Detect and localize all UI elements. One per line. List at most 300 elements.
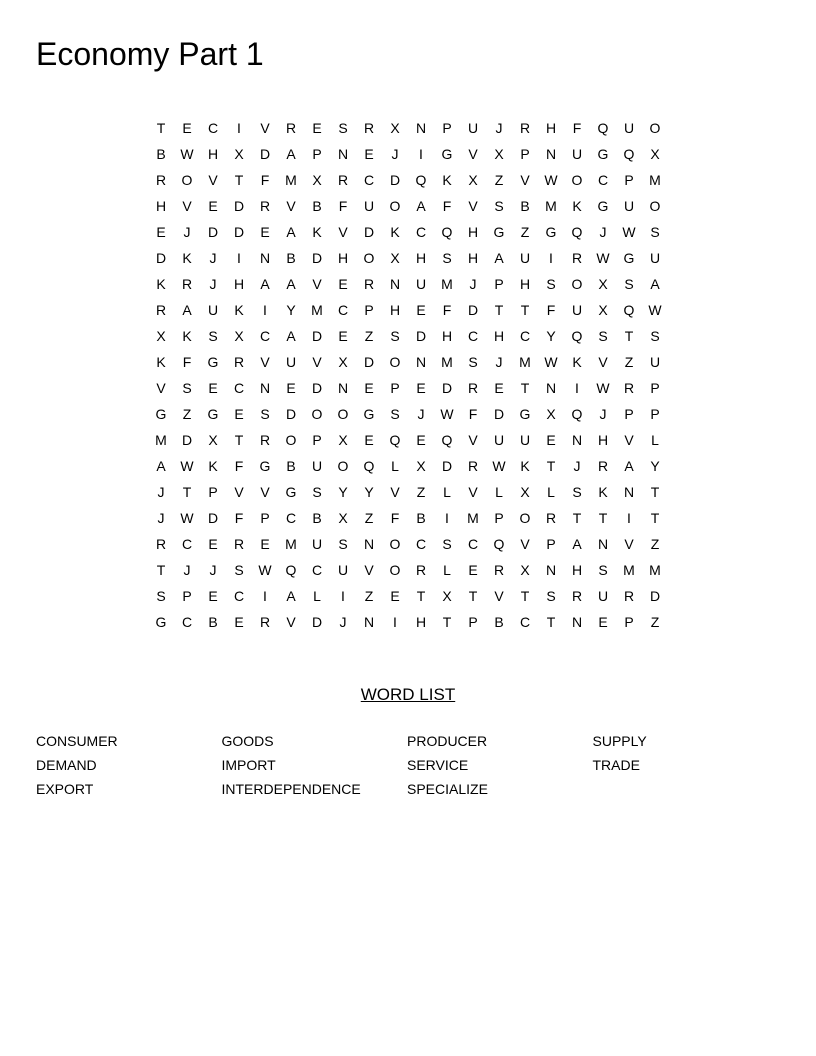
grid-letter: R bbox=[155, 302, 167, 318]
grid-letter: O bbox=[649, 120, 661, 136]
grid-letter: A bbox=[494, 250, 504, 266]
grid-letter: V bbox=[468, 198, 478, 214]
grid-letter: C bbox=[415, 536, 427, 552]
grid-letter: V bbox=[624, 432, 634, 448]
grid-letter: T bbox=[416, 588, 426, 604]
grid-letter: J bbox=[209, 562, 217, 578]
grid-letter: M bbox=[441, 276, 453, 292]
grid-letter: O bbox=[571, 276, 583, 292]
grid-letter: R bbox=[233, 536, 245, 552]
grid-row bbox=[148, 297, 668, 323]
grid-letter: D bbox=[311, 250, 323, 266]
grid-letter: R bbox=[337, 172, 349, 188]
grid-letter: Y bbox=[364, 484, 374, 500]
grid-letter: S bbox=[598, 328, 608, 344]
grid-letter: S bbox=[650, 328, 660, 344]
grid-letter: G bbox=[597, 146, 609, 162]
grid-letter: Y bbox=[286, 302, 296, 318]
grid-letter: W bbox=[648, 302, 662, 318]
grid-letter: P bbox=[182, 588, 192, 604]
grid-letter: U bbox=[519, 432, 531, 448]
grid-letter: N bbox=[571, 432, 583, 448]
grid-letter: S bbox=[234, 562, 244, 578]
grid-letter: R bbox=[597, 458, 609, 474]
grid-letter: R bbox=[571, 250, 583, 266]
grid-letter: R bbox=[493, 562, 505, 578]
grid-letter: T bbox=[624, 328, 634, 344]
grid-row bbox=[148, 531, 668, 557]
grid-letter: Q bbox=[623, 302, 635, 318]
grid-letter: A bbox=[286, 276, 296, 292]
grid-letter: G bbox=[441, 146, 453, 162]
grid-letter: Q bbox=[571, 406, 583, 422]
grid-letter: R bbox=[285, 120, 297, 136]
grid-letter: T bbox=[156, 562, 166, 578]
grid-letter: E bbox=[468, 562, 478, 578]
grid-letter: K bbox=[520, 458, 530, 474]
grid-letter: O bbox=[571, 172, 583, 188]
grid-letter: V bbox=[520, 536, 530, 552]
grid-letter: K bbox=[598, 484, 608, 500]
grid-letter: M bbox=[623, 562, 635, 578]
grid-letter: S bbox=[390, 328, 400, 344]
grid-letter: U bbox=[493, 432, 505, 448]
grid-letter: X bbox=[234, 146, 244, 162]
grid-letter: C bbox=[181, 614, 193, 630]
grid-letter: L bbox=[391, 458, 399, 474]
grid-letter: C bbox=[415, 224, 427, 240]
grid-letter: A bbox=[416, 198, 426, 214]
grid-letter: C bbox=[181, 536, 193, 552]
grid-letter: X bbox=[338, 432, 348, 448]
grid-letter: J bbox=[391, 146, 399, 162]
grid-letter: Z bbox=[416, 484, 426, 500]
grid-letter: D bbox=[415, 328, 427, 344]
grid-letter: J bbox=[599, 224, 607, 240]
grid-letter: G bbox=[155, 406, 167, 422]
grid-letter: N bbox=[545, 146, 557, 162]
grid-letter: H bbox=[389, 302, 401, 318]
grid-letter: R bbox=[623, 380, 635, 396]
grid-letter: T bbox=[234, 172, 244, 188]
grid-letter: E bbox=[338, 328, 348, 344]
grid-letter: D bbox=[649, 588, 661, 604]
grid-letter: E bbox=[338, 276, 348, 292]
grid-letter: I bbox=[237, 250, 241, 266]
grid-letter: O bbox=[389, 562, 401, 578]
grid-letter: I bbox=[419, 146, 423, 162]
grid-letter: D bbox=[285, 406, 297, 422]
grid-letter: V bbox=[624, 536, 634, 552]
grid-row bbox=[148, 583, 668, 609]
grid-letter: X bbox=[208, 432, 218, 448]
grid-letter: Q bbox=[441, 224, 453, 240]
grid-letter: X bbox=[598, 276, 608, 292]
grid-letter: P bbox=[624, 406, 634, 422]
grid-letter: T bbox=[650, 484, 660, 500]
grid-letter: E bbox=[156, 224, 166, 240]
grid-letter: J bbox=[599, 406, 607, 422]
grid-letter: A bbox=[650, 276, 660, 292]
grid-letter: R bbox=[259, 198, 271, 214]
grid-letter: D bbox=[363, 224, 375, 240]
grid-letter: P bbox=[442, 120, 452, 136]
grid-letter: T bbox=[234, 432, 244, 448]
grid-letter: M bbox=[467, 510, 479, 526]
grid-letter: I bbox=[445, 510, 449, 526]
grid-letter: U bbox=[649, 354, 661, 370]
grid-letter: N bbox=[363, 536, 375, 552]
word-list-item: PRODUCER bbox=[407, 733, 488, 749]
grid-letter: O bbox=[181, 172, 193, 188]
grid-letter: M bbox=[441, 354, 453, 370]
grid-letter: D bbox=[207, 510, 219, 526]
grid-letter: S bbox=[572, 484, 582, 500]
grid-letter: V bbox=[260, 484, 270, 500]
grid-letter: T bbox=[494, 302, 504, 318]
grid-letter: U bbox=[337, 562, 349, 578]
grid-letter: Z bbox=[520, 224, 530, 240]
grid-letter: G bbox=[155, 614, 167, 630]
grid-letter: X bbox=[338, 510, 348, 526]
grid-letter: H bbox=[545, 120, 557, 136]
grid-letter: H bbox=[415, 250, 427, 266]
grid-letter: V bbox=[338, 224, 348, 240]
grid-letter: R bbox=[363, 276, 375, 292]
grid-letter: P bbox=[312, 146, 322, 162]
word-list-item: DEMAND bbox=[36, 757, 97, 773]
grid-letter: S bbox=[468, 354, 478, 370]
grid-letter: N bbox=[337, 380, 349, 396]
grid-letter: V bbox=[494, 588, 504, 604]
grid-letter: Y bbox=[338, 484, 348, 500]
grid-letter: H bbox=[441, 328, 453, 344]
grid-letter: W bbox=[544, 172, 558, 188]
grid-letter: V bbox=[520, 172, 530, 188]
grid-letter: F bbox=[390, 510, 400, 526]
grid-letter: W bbox=[440, 406, 454, 422]
word-list-item: SPECIALIZE bbox=[407, 781, 488, 797]
grid-letter: Q bbox=[623, 146, 635, 162]
grid-row bbox=[148, 141, 668, 167]
grid-letter: C bbox=[311, 562, 323, 578]
grid-letter: D bbox=[311, 614, 323, 630]
grid-letter: V bbox=[468, 146, 478, 162]
grid-letter: X bbox=[546, 406, 556, 422]
grid-letter: Q bbox=[597, 120, 609, 136]
grid-letter: D bbox=[311, 328, 323, 344]
grid-letter: X bbox=[390, 120, 400, 136]
grid-letter: Y bbox=[650, 458, 660, 474]
grid-letter: Z bbox=[494, 172, 504, 188]
grid-letter: Z bbox=[364, 588, 374, 604]
grid-letter: S bbox=[598, 562, 608, 578]
grid-letter: N bbox=[415, 354, 427, 370]
grid-letter: S bbox=[182, 380, 192, 396]
grid-letter: T bbox=[598, 510, 608, 526]
grid-letter: F bbox=[234, 510, 244, 526]
grid-letter: B bbox=[416, 510, 426, 526]
word-list-item: SUPPLY bbox=[592, 733, 647, 749]
grid-letter: U bbox=[285, 354, 297, 370]
grid-row bbox=[148, 349, 668, 375]
grid-letter: K bbox=[156, 354, 166, 370]
grid-letter: U bbox=[571, 302, 583, 318]
grid-letter: N bbox=[259, 380, 271, 396]
grid-letter: W bbox=[180, 146, 194, 162]
grid-letter: I bbox=[627, 510, 631, 526]
grid-letter: Z bbox=[650, 614, 660, 630]
grid-letter: M bbox=[285, 536, 297, 552]
grid-letter: N bbox=[597, 536, 609, 552]
grid-letter: B bbox=[520, 198, 530, 214]
grid-letter: G bbox=[259, 458, 271, 474]
grid-letter: H bbox=[597, 432, 609, 448]
grid-letter: F bbox=[546, 302, 556, 318]
grid-letter: J bbox=[469, 276, 477, 292]
grid-letter: A bbox=[156, 458, 166, 474]
grid-letter: M bbox=[155, 432, 167, 448]
grid-letter: S bbox=[260, 406, 270, 422]
grid-letter: X bbox=[598, 302, 608, 318]
grid-letter: P bbox=[260, 510, 270, 526]
grid-letter: H bbox=[233, 276, 245, 292]
grid-letter: S bbox=[442, 250, 452, 266]
grid-letter: A bbox=[286, 328, 296, 344]
word-list-item: SERVICE bbox=[407, 757, 469, 773]
grid-letter: J bbox=[157, 484, 165, 500]
grid-letter: J bbox=[209, 250, 217, 266]
grid-letter: Q bbox=[389, 432, 401, 448]
grid-letter: C bbox=[519, 614, 531, 630]
grid-letter: G bbox=[597, 198, 609, 214]
grid-letter: R bbox=[467, 380, 479, 396]
grid-letter: E bbox=[364, 146, 374, 162]
grid-row bbox=[148, 193, 668, 219]
grid-letter: U bbox=[597, 588, 609, 604]
grid-letter: D bbox=[467, 302, 479, 318]
grid-letter: L bbox=[313, 588, 321, 604]
grid-letter: C bbox=[519, 328, 531, 344]
grid-letter: S bbox=[208, 328, 218, 344]
grid-letter: F bbox=[442, 302, 452, 318]
word-list-item: TRADE bbox=[592, 757, 640, 773]
grid-letter: A bbox=[624, 458, 634, 474]
grid-letter: J bbox=[573, 458, 581, 474]
grid-letter: U bbox=[363, 198, 375, 214]
grid-letter: J bbox=[339, 614, 347, 630]
grid-letter: X bbox=[520, 484, 530, 500]
word-list-item: IMPORT bbox=[221, 757, 276, 773]
grid-letter: Z bbox=[364, 328, 374, 344]
grid-letter: D bbox=[259, 146, 271, 162]
grid-letter: P bbox=[624, 172, 634, 188]
grid-letter: T bbox=[156, 120, 166, 136]
grid-letter: N bbox=[545, 562, 557, 578]
grid-letter: V bbox=[208, 172, 218, 188]
grid-letter: W bbox=[180, 510, 194, 526]
grid-letter: T bbox=[572, 510, 582, 526]
grid-letter: L bbox=[495, 484, 503, 500]
page-title: Economy Part 1 bbox=[36, 36, 264, 72]
grid-letter: C bbox=[597, 172, 609, 188]
grid-letter: X bbox=[234, 328, 244, 344]
grid-letter: N bbox=[415, 120, 427, 136]
grid-letter: A bbox=[286, 224, 296, 240]
grid-letter: T bbox=[520, 588, 530, 604]
grid-row bbox=[148, 557, 668, 583]
grid-letter: V bbox=[234, 484, 244, 500]
grid-letter: R bbox=[259, 432, 271, 448]
grid-letter: K bbox=[572, 354, 582, 370]
grid-letter: H bbox=[207, 146, 219, 162]
grid-letter: W bbox=[544, 354, 558, 370]
grid-letter: Q bbox=[415, 172, 427, 188]
grid-letter: X bbox=[468, 172, 478, 188]
grid-letter: C bbox=[233, 380, 245, 396]
grid-letter: B bbox=[286, 250, 296, 266]
grid-letter: K bbox=[442, 172, 452, 188]
grid-letter: Q bbox=[285, 562, 297, 578]
grid-letter: P bbox=[312, 432, 322, 448]
grid-letter: R bbox=[415, 562, 427, 578]
grid-letter: V bbox=[312, 354, 322, 370]
grid-letter: J bbox=[183, 562, 191, 578]
grid-letter: W bbox=[180, 458, 194, 474]
grid-letter: D bbox=[155, 250, 167, 266]
grid-letter: U bbox=[623, 198, 635, 214]
grid-letter: C bbox=[363, 172, 375, 188]
grid-letter: V bbox=[312, 276, 322, 292]
grid-row bbox=[148, 245, 668, 271]
grid-letter: L bbox=[547, 484, 555, 500]
grid-letter: X bbox=[650, 146, 660, 162]
grid-letter: R bbox=[233, 354, 245, 370]
grid-letter: J bbox=[209, 276, 217, 292]
grid-letter: O bbox=[649, 198, 661, 214]
word-list bbox=[36, 730, 780, 802]
grid-letter: B bbox=[312, 198, 322, 214]
grid-letter: Z bbox=[650, 536, 660, 552]
grid-letter: W bbox=[622, 224, 636, 240]
grid-letter: M bbox=[545, 198, 557, 214]
grid-letter: V bbox=[390, 484, 400, 500]
grid-letter: E bbox=[416, 302, 426, 318]
grid-letter: B bbox=[312, 510, 322, 526]
grid-letter: D bbox=[233, 224, 245, 240]
grid-letter: K bbox=[156, 276, 166, 292]
grid-letter: V bbox=[468, 432, 478, 448]
grid-letter: S bbox=[494, 198, 504, 214]
grid-letter: Z bbox=[364, 510, 374, 526]
grid-letter: T bbox=[520, 380, 530, 396]
grid-letter: L bbox=[443, 562, 451, 578]
grid-letter: N bbox=[623, 484, 635, 500]
grid-letter: K bbox=[312, 224, 322, 240]
grid-row bbox=[148, 479, 668, 505]
grid-letter: P bbox=[650, 406, 660, 422]
grid-letter: E bbox=[364, 432, 374, 448]
grid-letter: U bbox=[623, 120, 635, 136]
grid-letter: G bbox=[519, 406, 531, 422]
grid-letter: S bbox=[650, 224, 660, 240]
grid-letter: C bbox=[467, 328, 479, 344]
grid-letter: P bbox=[494, 276, 504, 292]
grid-letter: H bbox=[519, 276, 531, 292]
grid-letter: B bbox=[208, 614, 218, 630]
grid-letter: Q bbox=[493, 536, 505, 552]
grid-row bbox=[148, 375, 668, 401]
grid-letter: P bbox=[650, 380, 660, 396]
grid-letter: K bbox=[182, 250, 192, 266]
grid-letter: X bbox=[390, 250, 400, 266]
grid-letter: H bbox=[493, 328, 505, 344]
grid-letter: E bbox=[208, 380, 218, 396]
word-list-item: EXPORT bbox=[36, 781, 94, 797]
grid-letter: E bbox=[312, 120, 322, 136]
grid-letter: P bbox=[520, 146, 530, 162]
grid-letter: T bbox=[442, 614, 452, 630]
grid-letter: W bbox=[258, 562, 272, 578]
word-search-grid bbox=[148, 115, 668, 635]
grid-letter: O bbox=[389, 354, 401, 370]
grid-letter: O bbox=[519, 510, 531, 526]
grid-letter: B bbox=[286, 458, 296, 474]
grid-letter: V bbox=[286, 614, 296, 630]
grid-letter: J bbox=[495, 120, 503, 136]
grid-letter: E bbox=[546, 432, 556, 448]
grid-letter: I bbox=[237, 120, 241, 136]
word-list-heading: WORD LIST bbox=[360, 685, 456, 704]
grid-letter: K bbox=[208, 458, 218, 474]
grid-letter: R bbox=[363, 120, 375, 136]
grid-letter: T bbox=[546, 458, 556, 474]
word-list-item: CONSUMER bbox=[36, 733, 118, 749]
grid-row bbox=[148, 271, 668, 297]
grid-letter: W bbox=[596, 380, 610, 396]
grid-letter: F bbox=[182, 354, 192, 370]
grid-letter: I bbox=[263, 302, 267, 318]
grid-letter: H bbox=[337, 250, 349, 266]
grid-letter: R bbox=[155, 172, 167, 188]
grid-letter: C bbox=[285, 510, 297, 526]
grid-letter: W bbox=[492, 458, 506, 474]
grid-letter: K bbox=[390, 224, 400, 240]
grid-letter: M bbox=[311, 302, 323, 318]
grid-letter: I bbox=[393, 614, 397, 630]
grid-letter: U bbox=[649, 250, 661, 266]
grid-letter: Q bbox=[363, 458, 375, 474]
grid-letter: T bbox=[520, 302, 530, 318]
grid-letter: A bbox=[286, 588, 296, 604]
grid-letter: V bbox=[364, 562, 374, 578]
grid-letter: O bbox=[337, 406, 349, 422]
grid-letter: N bbox=[389, 276, 401, 292]
grid-letter: O bbox=[285, 432, 297, 448]
grid-letter: D bbox=[181, 432, 193, 448]
grid-letter: F bbox=[442, 198, 452, 214]
grid-letter: D bbox=[441, 380, 453, 396]
grid-letter: S bbox=[312, 484, 322, 500]
grid-letter: G bbox=[363, 406, 375, 422]
grid-letter: R bbox=[623, 588, 635, 604]
grid-letter: M bbox=[519, 354, 531, 370]
grid-letter: D bbox=[493, 406, 505, 422]
grid-letter: N bbox=[259, 250, 271, 266]
grid-letter: T bbox=[468, 588, 478, 604]
grid-letter: E bbox=[260, 224, 270, 240]
grid-letter: J bbox=[495, 354, 503, 370]
